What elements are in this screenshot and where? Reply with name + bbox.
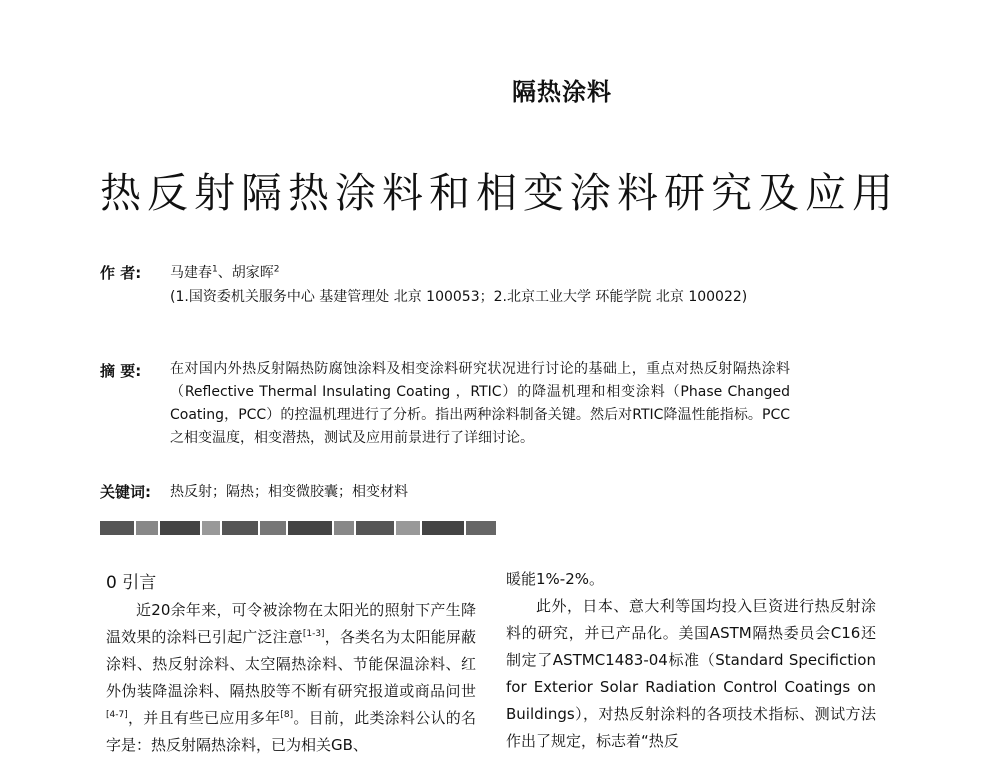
author-names xyxy=(170,262,279,282)
section-tag: 隔热涂料 xyxy=(512,78,612,106)
citation-ref: [8] xyxy=(280,710,294,720)
intro-paragraph: 近20余年来，可令被涂物在太阳光的照射下产生降温效果的涂料已引起广泛注意[1-3]，各类名为太阳能屏蔽涂料、热反射涂料、太空隔热涂料、节能保温涂料、红外伪装降温涂料、隔热胶等不断有研究报道或商品问世[4-7]，并且有些已应用多年[8]。目前，此类涂料公认的名字是：热反射隔热涂料，已为相关GB、 xyxy=(106,601,476,754)
author-affiliations: (1.国资委机关服务中心 基建管理处 北京 100053；2.北京工业大学 环能学院 北京 100022) xyxy=(170,289,748,305)
keywords-label: 关键词: xyxy=(100,483,151,501)
body-column-left xyxy=(106,570,476,759)
author-2: 、胡家晖 xyxy=(217,265,274,281)
authors-label: 作 者: xyxy=(100,264,142,282)
body-column-right xyxy=(506,566,876,755)
garbled-scan-line xyxy=(100,521,512,535)
citation-ref: [4-7] xyxy=(106,710,128,720)
continued-line: 暖能1%-2%。 xyxy=(506,570,605,588)
abstract-text: 在对国内外热反射隔热防腐蚀涂料及相变涂料研究状况进行讨论的基础上，重点对热反射隔热涂料（Reflective Thermal Insulating Coating ，RTIC）的降温机理和相变涂料（Phase Changed Coating，PCC）的控温机理进行了分析。指出两种涂料制备关键。然后对RTIC降温性能指标。PCC之相变温度，相变潜热，测试及应用前景进行了详细讨论。 xyxy=(170,361,790,446)
author-2-affil-mark: 2 xyxy=(273,264,280,275)
section-heading-introduction: 0 引言 xyxy=(106,573,157,593)
abstract-label: 摘 要: xyxy=(100,362,142,380)
citation-ref: [1-3] xyxy=(302,629,325,639)
author-1: 马建春 xyxy=(170,265,212,281)
author-1-affil-mark: 1 xyxy=(212,264,218,275)
paper-title: 热反射隔热涂料和相变涂料研究及应用 xyxy=(100,169,899,217)
keywords-text: 热反射；隔热；相变微胶囊；相变材料 xyxy=(170,484,408,500)
body-paragraph: 此外，日本、意大利等国均投入巨资进行热反射涂料的研究，并已产品化。美国ASTM隔热委员会C16还制定了ASTMC1483-04标准（Standard Specifiction for Exterior Solar Radiation Control Coatings on Buildings），对热反射涂料的各项技术指标、测试方法作出了规定，标志着“热反 xyxy=(506,597,876,750)
